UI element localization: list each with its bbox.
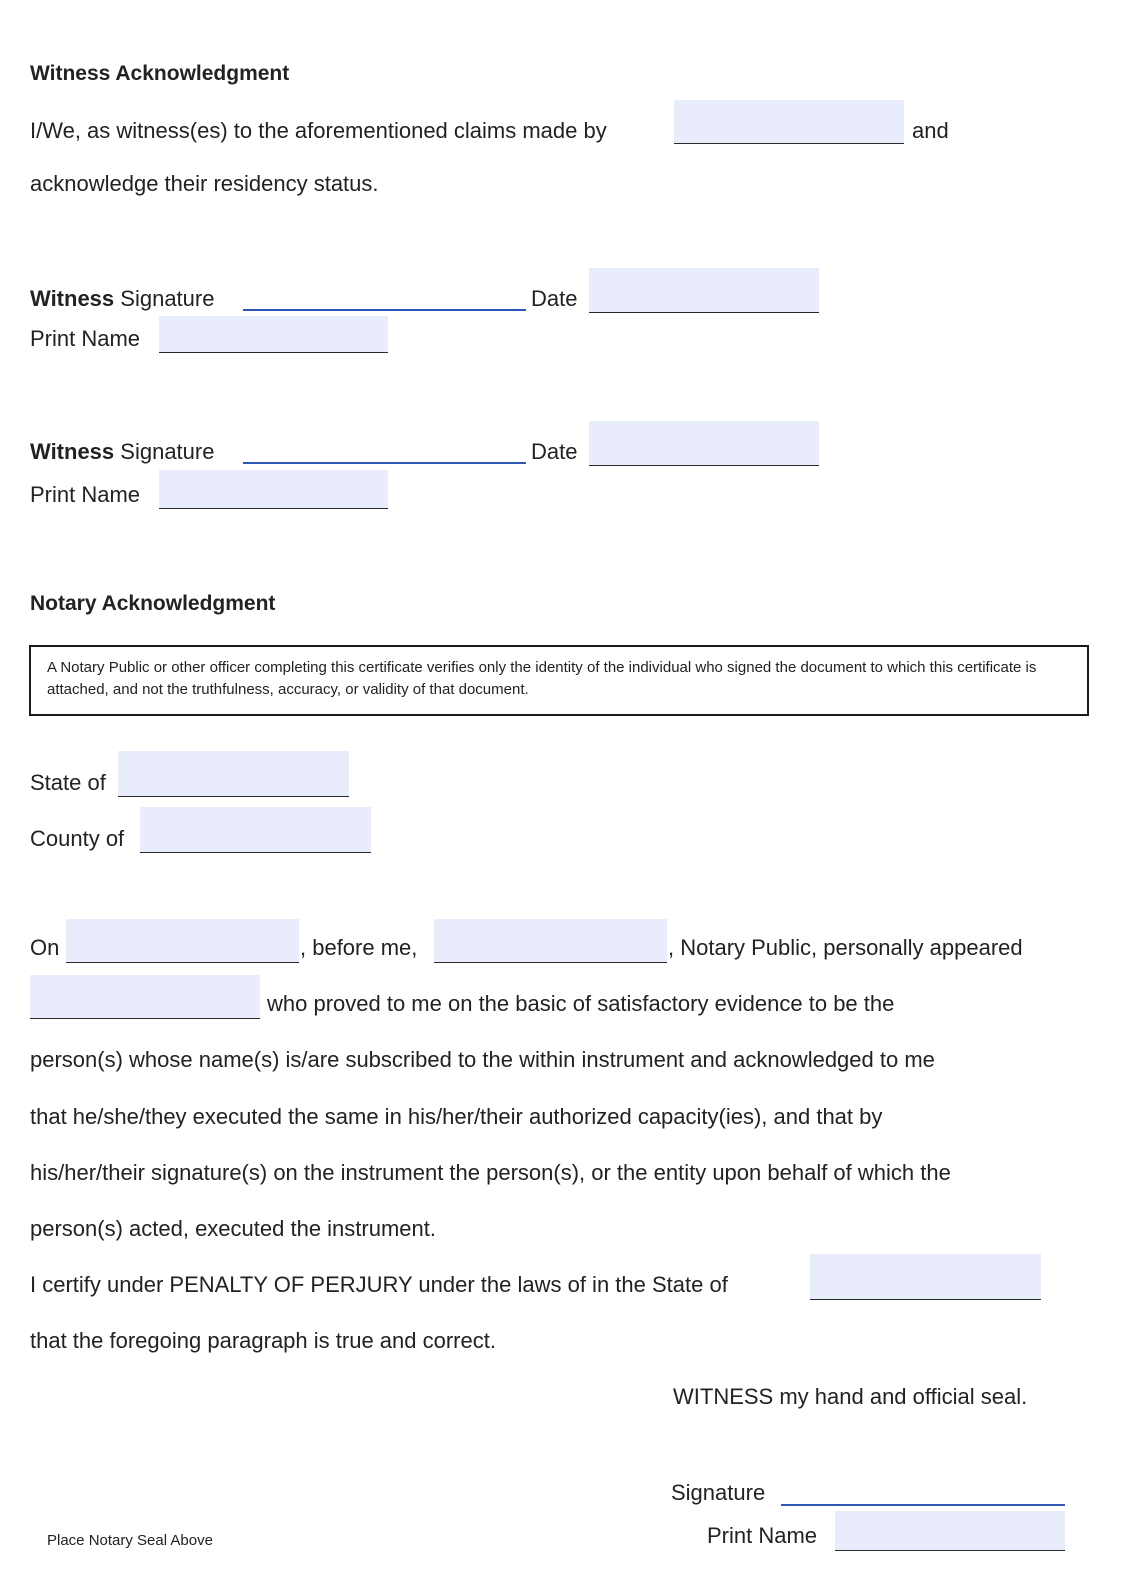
witness1-date-label: Date	[531, 286, 578, 311]
county-input[interactable]	[140, 807, 371, 853]
notary-heading: Notary Acknowledgment	[30, 592, 276, 615]
witness-intro-and: and	[912, 118, 949, 143]
witness2-signature-label: Witness Signature	[30, 439, 215, 464]
claimant-name-input[interactable]	[674, 100, 904, 144]
county-label: County of	[30, 826, 125, 851]
date-on-input[interactable]	[66, 919, 299, 963]
certify-state-input[interactable]	[810, 1254, 1041, 1300]
notary-appeared-text: , Notary Public, personally appeared	[668, 935, 1023, 960]
notary-body-line5: person(s) acted, executed the instrument.	[30, 1216, 436, 1241]
state-input[interactable]	[118, 751, 349, 797]
witness2-date-input[interactable]	[589, 421, 819, 466]
state-label: State of	[30, 770, 106, 795]
notary-print-name-label: Print Name	[707, 1523, 818, 1548]
appeared-person-input[interactable]	[30, 975, 260, 1019]
notary-name-input[interactable]	[434, 919, 667, 963]
witness1-signature-label: Witness Signature	[30, 286, 215, 311]
on-label: On	[30, 935, 60, 960]
witness1-print-name-input[interactable]	[159, 316, 388, 353]
witness2-print-name-input[interactable]	[159, 470, 388, 509]
witness2-print-name-label: Print Name	[30, 482, 141, 507]
witness1-date-input[interactable]	[589, 268, 819, 313]
witness1-signature-input[interactable]	[243, 309, 526, 311]
witness-intro-text: I/We, as witness(es) to the aforementioned claims made by	[30, 118, 607, 143]
certify-text-line2: that the foregoing paragraph is true and correct.	[30, 1328, 496, 1353]
witness2-signature-input[interactable]	[243, 462, 526, 464]
notary-body-line4: his/her/their signature(s) on the instrument the person(s), or the entity upon behalf of which the	[30, 1160, 951, 1185]
notary-print-name-input[interactable]	[835, 1511, 1065, 1551]
notary-signature-input[interactable]	[781, 1504, 1065, 1506]
witness2-date-label: Date	[531, 439, 578, 464]
witness-heading: Witness Acknowledgment	[30, 62, 290, 85]
notary-signature-label: Signature	[671, 1480, 766, 1505]
notary-body-line1: who proved to me on the basic of satisfactory evidence to be the	[267, 991, 895, 1016]
witness1-print-name-label: Print Name	[30, 326, 141, 351]
witness-intro-line2: acknowledge their residency status.	[30, 171, 379, 196]
notary-notice-box	[29, 645, 1089, 716]
certify-text: I certify under PENALTY OF PERJURY under the laws of in the State of	[30, 1272, 728, 1297]
notary-body-line3: that he/she/they executed the same in his/her/their authorized capacity(ies), and that by	[30, 1104, 883, 1129]
before-me-text: , before me,	[300, 935, 418, 960]
notary-notice-text: A Notary Public or other officer completing this certificate verifies only the identity of the individual who signed the document to which this certificate is attached, and not the truthfulness, accuracy, or validity of that document.	[47, 659, 1037, 698]
notary-body-line2: person(s) whose name(s) is/are subscribed to the within instrument and acknowledged to me	[30, 1047, 935, 1072]
witness-hand-text: WITNESS my hand and official seal.	[673, 1384, 1028, 1409]
notary-seal-label: Place Notary Seal Above	[47, 1532, 213, 1549]
